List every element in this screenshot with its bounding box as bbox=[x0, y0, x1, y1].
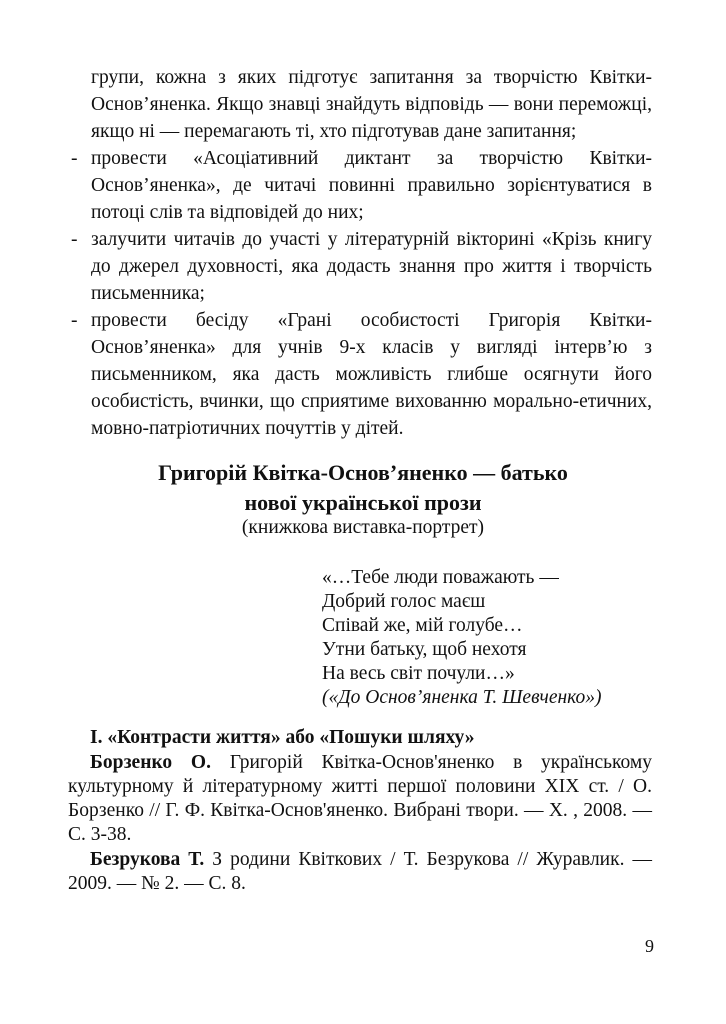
title-line-1: Григорій Квітка-Основ’яненко — батько bbox=[158, 460, 568, 485]
section-heading: І. «Контрасти життя» або «Пошуки шляху» bbox=[90, 727, 475, 748]
bullet-dash: - bbox=[71, 148, 78, 169]
page-subtitle: (книжкова виставка-портрет) bbox=[241, 517, 485, 538]
epigraph-line: Співай же, мій голубе… bbox=[322, 615, 523, 636]
page-number: 9 bbox=[645, 936, 654, 956]
epigraph-line: Добрий голос маєш bbox=[322, 591, 486, 612]
page-title bbox=[0, 458, 726, 518]
bullet-text: залучити читачів до участі у літературній вікторині «Крізь книгу до джерел духовності, яка додасть знання про життя і творчість письменника; bbox=[91, 229, 652, 304]
title-line-2: нової української прози bbox=[244, 490, 482, 515]
epigraph-source: («До Основ’яненка Т. Шевченко») bbox=[322, 687, 602, 708]
bullet-text: провести бесіду «Грані особистості Григорія Квітки-Основ’яненка» для учнів 9-х класів у вигляді інтерв’ю з письменником, яка дасть можливість глибше осягнути його особистість, вчинки, що сприятиме вихованню морально-етичних, мовно-патріотичних почуттів у дітей. bbox=[91, 310, 652, 439]
epigraph-line: «…Тебе люди поважають — bbox=[322, 567, 559, 588]
bullet-dash: - bbox=[71, 229, 78, 250]
bibliography-entry bbox=[68, 751, 652, 847]
bullet-item bbox=[68, 307, 652, 442]
entry-author: Безрукова Т. bbox=[90, 849, 205, 870]
epigraph bbox=[322, 566, 652, 710]
entry-author: Борзенко О. bbox=[90, 752, 211, 773]
intro-continuation: групи, кожна з яких підготує запитання за творчістю Квітки-Основ’яненка. Якщо знавці знайдуть відповідь — вони переможці, якщо ні — перемагають ті, хто підготував дане запитання; bbox=[91, 67, 652, 142]
epigraph-line: На весь світ почули…» bbox=[322, 663, 515, 684]
entry-text: З родини Квіткових / Т. Безрукова // Журавлик. — 2009. — № 2. — С. 8. bbox=[68, 849, 653, 894]
bullet-dash: - bbox=[71, 310, 78, 331]
bibliography-entry bbox=[68, 848, 652, 896]
bullet-item bbox=[68, 226, 652, 307]
intro-block bbox=[68, 64, 652, 442]
epigraph-line: Утни батьку, щоб нехотя bbox=[322, 639, 527, 660]
bullet-item bbox=[68, 145, 652, 226]
entry-text: Григорій Квітка-Основ'яненко в українському культурному й літературному житті першої половини XIX ст. / О. Борзенко // Г. Ф. Квітка-Основ'яненко. Вибрані твори. — Х. , 2008. — С. 3-38. bbox=[68, 752, 653, 845]
bullet-text: провести «Асоціативний диктант за творчістю Квітки-Основ’яненка», де читачі повинні правильно зорієнтуватися в потоці слів та відповідей до них; bbox=[91, 148, 652, 223]
bibliography bbox=[68, 726, 652, 897]
